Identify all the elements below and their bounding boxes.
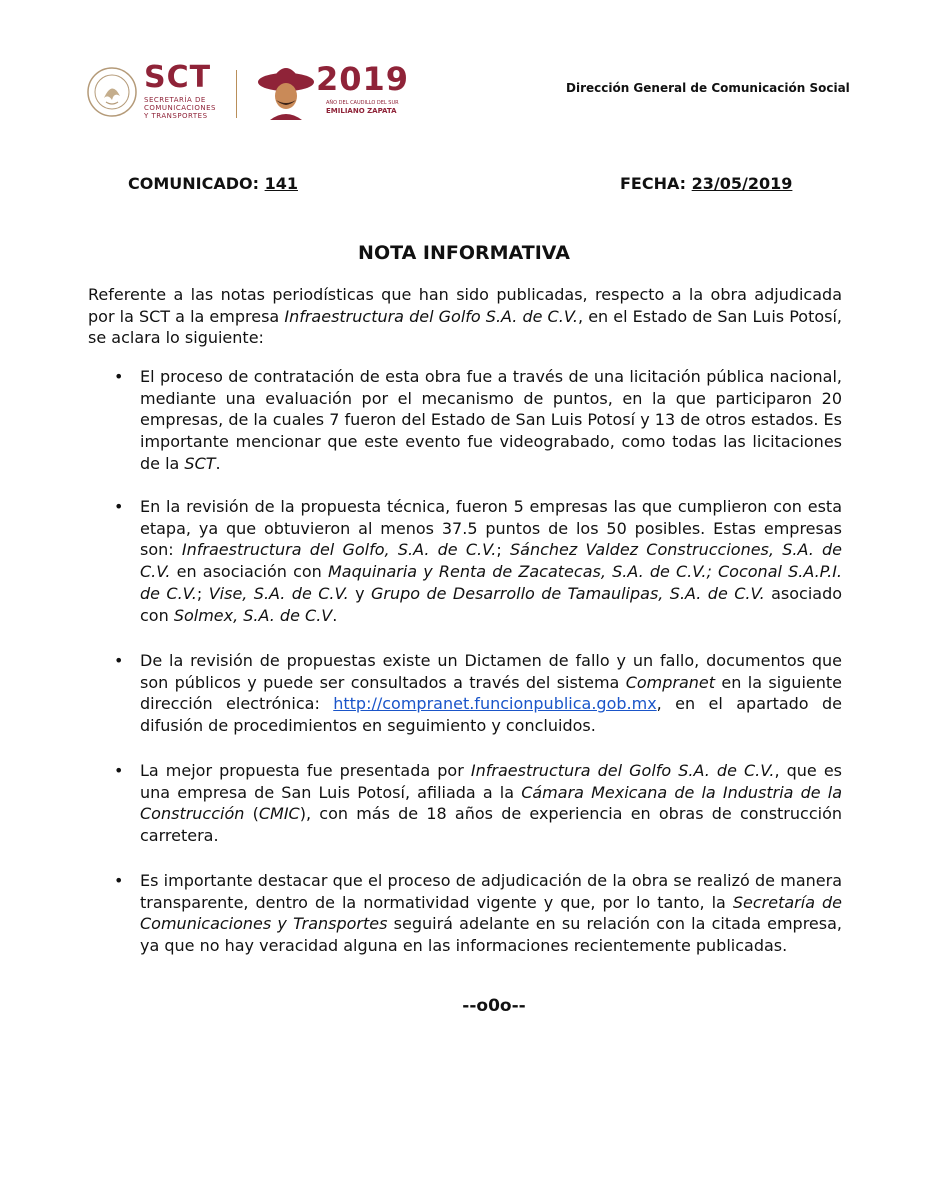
- emiliano-zapata-portrait: [256, 60, 316, 120]
- fecha-value: 23/05/2019: [691, 174, 793, 193]
- closing-mark: --o0o--: [462, 996, 526, 1016]
- bullet-icon: •: [114, 497, 124, 516]
- list-item: • El proceso de contratación de esta obra fue a través de una licitación pública nacional, mediante una evaluación por el mecanismo de puntos, en la que participaron 20 empresas, de la cuales 7 fueron del Estado de San Luis Potosí y 13 de otros estados. Es importante mencionar que este evento fue videograbado, como todas las licitaciones de la SCT.: [114, 367, 842, 473]
- list-item: • Es importante destacar que el proceso de adjudicación de la obra se realizó de manera transparente, dentro de la normatividad vigente y que, por lo tanto, la Secretaría de Comunicaciones y Transportes seguirá adelante en su relación con la citada empresa, ya que no hay veracidad alguna en las informaciones recientemente publicadas.: [114, 871, 843, 956]
- bullet-icon: •: [114, 761, 124, 780]
- sct-logo-subtitle: SECRETARÍA DE COMUNICACIONES Y TRANSPORTES: [144, 96, 216, 120]
- fecha-label: FECHA:: [620, 174, 687, 193]
- list-item: • La mejor propuesta fue presentada por Infraestructura del Golfo S.A. de C.V., que es una empresa de San Luis Potosí, afiliada a la Cámara Mexicana de la Industria de la Construcción (CMIC), con más de 18 años de experiencia en obras de construcción carretera.: [114, 761, 843, 846]
- mexico-coat-of-arms-seal: [86, 66, 138, 118]
- year-logo-caption: AÑO DEL CAUDILLO DEL SUR: [326, 100, 399, 106]
- letterhead: [0, 0, 928, 140]
- comunicado-line: [128, 174, 298, 193]
- sct-logo-text: SCT: [144, 60, 212, 95]
- bullet-icon: •: [114, 871, 124, 890]
- intro-paragraph: Referente a las notas periodísticas que han sido publicadas, respecto a la obra adjudicada por la SCT a la empresa Infraestructura del Golfo S.A. de C.V., en el Estado de San Luis Potosí, se aclara lo siguiente:: [88, 285, 843, 348]
- bullet-icon: •: [114, 651, 124, 670]
- list-item: • De la revisión de propuestas existe un Dictamen de fallo y un fallo, documentos que son públicos y puede ser consultados a través del sistema Compranet en la siguiente dirección electrónica: http://compranet.funcionpublica.gob.mx, en el apartado de difusión de procedimientos en seguimiento y concluidos.: [114, 651, 842, 736]
- logo-divider: [236, 70, 237, 118]
- compranet-link[interactable]: http://compranet.funcionpublica.gob.mx: [333, 694, 657, 714]
- comunicado-number: 141: [264, 174, 298, 193]
- fecha-line: [620, 174, 792, 193]
- bullet-icon: •: [114, 367, 124, 386]
- year-logo-text: 2019: [316, 60, 410, 98]
- document-title: NOTA INFORMATIVA: [358, 242, 570, 264]
- year-logo-name: EMILIANO ZAPATA: [326, 107, 397, 115]
- department-name: Dirección General de Comunicación Social: [566, 81, 850, 95]
- list-item: • En la revisión de la propuesta técnica, fueron 5 empresas las que cumplieron con esta etapa, ya que obtuvieron al menos 37.5 puntos de los 50 posibles. Estas empresas son: Infraestructura del Golfo, S.A. de C.V.; Sánchez Valdez Construcciones, S.A. de C.V. en asociación con Maquinaria y Renta de Zacatecas, S.A. de C.V.; Coconal S.A.P.I. de C.V.; Vise, S.A. de C.V. y Grupo de Desarrollo de Tamaulipas, S.A. de C.V. asociado con Solmex, S.A. de C.V.: [114, 497, 843, 625]
- comunicado-label: COMUNICADO:: [128, 174, 260, 193]
